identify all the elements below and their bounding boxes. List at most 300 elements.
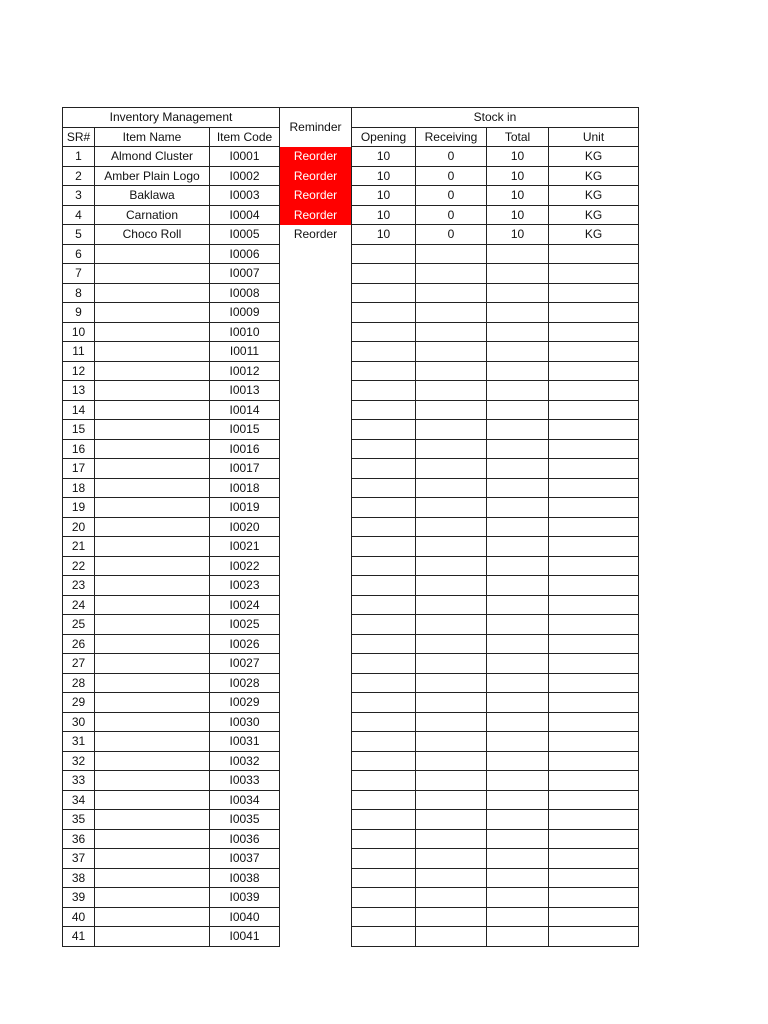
cell-item-name[interactable] [95, 244, 210, 264]
cell-item-name[interactable] [95, 381, 210, 401]
cell-item-code[interactable]: I0008 [210, 283, 280, 303]
cell-reminder[interactable] [280, 927, 352, 947]
cell-receiving[interactable] [416, 400, 487, 420]
cell-reminder[interactable] [280, 693, 352, 713]
cell-sr[interactable]: 10 [63, 322, 95, 342]
cell-receiving[interactable] [416, 517, 487, 537]
cell-opening[interactable] [352, 283, 416, 303]
cell-sr[interactable]: 32 [63, 751, 95, 771]
cell-item-code[interactable]: I0018 [210, 478, 280, 498]
cell-receiving[interactable] [416, 654, 487, 674]
cell-item-name[interactable] [95, 790, 210, 810]
cell-receiving[interactable]: 0 [416, 147, 487, 167]
cell-item-code[interactable]: I0040 [210, 907, 280, 927]
cell-item-code[interactable]: I0026 [210, 634, 280, 654]
cell-sr[interactable]: 14 [63, 400, 95, 420]
cell-reminder[interactable] [280, 615, 352, 635]
cell-sr[interactable]: 38 [63, 868, 95, 888]
cell-unit[interactable] [549, 244, 639, 264]
cell-receiving[interactable] [416, 829, 487, 849]
cell-unit[interactable] [549, 927, 639, 947]
cell-item-name[interactable] [95, 927, 210, 947]
cell-total[interactable]: 10 [487, 147, 549, 167]
cell-receiving[interactable] [416, 537, 487, 557]
cell-total[interactable] [487, 478, 549, 498]
cell-unit[interactable] [549, 751, 639, 771]
cell-unit[interactable] [549, 790, 639, 810]
cell-sr[interactable]: 29 [63, 693, 95, 713]
cell-reminder[interactable] [280, 498, 352, 518]
cell-receiving[interactable] [416, 927, 487, 947]
cell-item-name[interactable]: Carnation [95, 205, 210, 225]
cell-total[interactable] [487, 615, 549, 635]
cell-total[interactable] [487, 400, 549, 420]
cell-unit[interactable] [549, 342, 639, 362]
cell-item-code[interactable]: I0019 [210, 498, 280, 518]
cell-reminder[interactable] [280, 381, 352, 401]
cell-opening[interactable] [352, 693, 416, 713]
cell-sr[interactable]: 41 [63, 927, 95, 947]
col-header-unit[interactable]: Unit [549, 127, 639, 147]
cell-unit[interactable] [549, 654, 639, 674]
cell-sr[interactable]: 19 [63, 498, 95, 518]
cell-receiving[interactable] [416, 868, 487, 888]
cell-opening[interactable] [352, 381, 416, 401]
cell-item-name[interactable]: Choco Roll [95, 225, 210, 245]
cell-item-name[interactable] [95, 673, 210, 693]
cell-item-code[interactable]: I0024 [210, 595, 280, 615]
sheet-title[interactable]: Inventory Management [63, 108, 280, 128]
cell-total[interactable] [487, 283, 549, 303]
cell-item-name[interactable] [95, 478, 210, 498]
cell-item-code[interactable]: I0025 [210, 615, 280, 635]
cell-unit[interactable] [549, 634, 639, 654]
cell-opening[interactable] [352, 712, 416, 732]
cell-unit[interactable]: KG [549, 205, 639, 225]
cell-reminder[interactable] [280, 303, 352, 323]
cell-receiving[interactable]: 0 [416, 225, 487, 245]
col-header-receiving[interactable]: Receiving [416, 127, 487, 147]
cell-reminder[interactable] [280, 342, 352, 362]
cell-opening[interactable] [352, 537, 416, 557]
cell-reminder[interactable] [280, 439, 352, 459]
cell-reminder[interactable] [280, 264, 352, 284]
cell-item-name[interactable] [95, 634, 210, 654]
cell-opening[interactable] [352, 673, 416, 693]
cell-unit[interactable] [549, 576, 639, 596]
cell-sr[interactable]: 12 [63, 361, 95, 381]
cell-unit[interactable] [549, 303, 639, 323]
cell-receiving[interactable] [416, 673, 487, 693]
cell-total[interactable] [487, 420, 549, 440]
cell-reminder[interactable] [280, 810, 352, 830]
cell-total[interactable] [487, 342, 549, 362]
cell-sr[interactable]: 18 [63, 478, 95, 498]
cell-receiving[interactable] [416, 264, 487, 284]
cell-sr[interactable]: 20 [63, 517, 95, 537]
cell-sr[interactable]: 11 [63, 342, 95, 362]
cell-sr[interactable]: 3 [63, 186, 95, 206]
cell-receiving[interactable] [416, 771, 487, 791]
cell-item-code[interactable]: I0009 [210, 303, 280, 323]
cell-reminder[interactable]: Reorder [280, 147, 352, 167]
cell-receiving[interactable] [416, 342, 487, 362]
cell-total[interactable] [487, 459, 549, 479]
cell-opening[interactable] [352, 576, 416, 596]
cell-reminder[interactable]: Reorder [280, 166, 352, 186]
cell-item-code[interactable]: I0037 [210, 849, 280, 869]
cell-total[interactable] [487, 634, 549, 654]
cell-reminder[interactable] [280, 771, 352, 791]
cell-item-code[interactable]: I0022 [210, 556, 280, 576]
cell-item-name[interactable] [95, 420, 210, 440]
cell-item-code[interactable]: I0029 [210, 693, 280, 713]
cell-receiving[interactable] [416, 478, 487, 498]
cell-unit[interactable] [549, 595, 639, 615]
cell-unit[interactable] [549, 615, 639, 635]
cell-unit[interactable] [549, 693, 639, 713]
cell-item-code[interactable]: I0020 [210, 517, 280, 537]
cell-item-name[interactable] [95, 459, 210, 479]
cell-sr[interactable]: 34 [63, 790, 95, 810]
cell-sr[interactable]: 40 [63, 907, 95, 927]
cell-receiving[interactable] [416, 498, 487, 518]
cell-reminder[interactable] [280, 517, 352, 537]
cell-opening[interactable] [352, 790, 416, 810]
cell-reminder[interactable] [280, 712, 352, 732]
cell-opening[interactable] [352, 244, 416, 264]
cell-receiving[interactable] [416, 283, 487, 303]
cell-opening[interactable] [352, 478, 416, 498]
cell-total[interactable] [487, 888, 549, 908]
cell-opening[interactable] [352, 732, 416, 752]
cell-total[interactable] [487, 498, 549, 518]
cell-item-code[interactable]: I0013 [210, 381, 280, 401]
cell-total[interactable] [487, 693, 549, 713]
cell-item-code[interactable]: I0030 [210, 712, 280, 732]
cell-opening[interactable]: 10 [352, 205, 416, 225]
cell-receiving[interactable]: 0 [416, 186, 487, 206]
cell-item-name[interactable] [95, 829, 210, 849]
cell-receiving[interactable] [416, 595, 487, 615]
cell-reminder[interactable] [280, 751, 352, 771]
cell-reminder[interactable]: Reorder [280, 186, 352, 206]
cell-item-code[interactable]: I0035 [210, 810, 280, 830]
cell-opening[interactable] [352, 634, 416, 654]
stock-in-header[interactable]: Stock in [352, 108, 639, 128]
cell-reminder[interactable] [280, 576, 352, 596]
cell-sr[interactable]: 4 [63, 205, 95, 225]
cell-item-code[interactable]: I0004 [210, 205, 280, 225]
cell-opening[interactable]: 10 [352, 225, 416, 245]
cell-total[interactable] [487, 303, 549, 323]
cell-unit[interactable] [549, 381, 639, 401]
cell-total[interactable] [487, 771, 549, 791]
cell-total[interactable]: 10 [487, 186, 549, 206]
cell-total[interactable] [487, 264, 549, 284]
cell-item-name[interactable] [95, 732, 210, 752]
cell-item-code[interactable]: I0006 [210, 244, 280, 264]
cell-unit[interactable] [549, 712, 639, 732]
cell-receiving[interactable] [416, 361, 487, 381]
cell-opening[interactable] [352, 654, 416, 674]
cell-item-name[interactable] [95, 615, 210, 635]
cell-total[interactable] [487, 849, 549, 869]
cell-item-name[interactable] [95, 810, 210, 830]
cell-total[interactable] [487, 439, 549, 459]
cell-reminder[interactable] [280, 829, 352, 849]
cell-opening[interactable]: 10 [352, 166, 416, 186]
cell-unit[interactable]: KG [549, 147, 639, 167]
cell-unit[interactable] [549, 478, 639, 498]
cell-receiving[interactable] [416, 303, 487, 323]
cell-opening[interactable] [352, 459, 416, 479]
cell-opening[interactable] [352, 595, 416, 615]
cell-receiving[interactable]: 0 [416, 166, 487, 186]
cell-opening[interactable]: 10 [352, 186, 416, 206]
cell-receiving[interactable] [416, 732, 487, 752]
cell-opening[interactable] [352, 751, 416, 771]
cell-opening[interactable] [352, 439, 416, 459]
cell-sr[interactable]: 2 [63, 166, 95, 186]
cell-sr[interactable]: 23 [63, 576, 95, 596]
cell-total[interactable] [487, 244, 549, 264]
cell-item-name[interactable] [95, 868, 210, 888]
cell-sr[interactable]: 6 [63, 244, 95, 264]
cell-total[interactable] [487, 810, 549, 830]
cell-item-code[interactable]: I0002 [210, 166, 280, 186]
cell-reminder[interactable] [280, 322, 352, 342]
cell-item-code[interactable]: I0014 [210, 400, 280, 420]
cell-unit[interactable] [549, 420, 639, 440]
cell-item-code[interactable]: I0010 [210, 322, 280, 342]
cell-item-code[interactable]: I0031 [210, 732, 280, 752]
cell-opening[interactable] [352, 342, 416, 362]
col-header-opening[interactable]: Opening [352, 127, 416, 147]
cell-reminder[interactable] [280, 654, 352, 674]
cell-unit[interactable]: KG [549, 186, 639, 206]
cell-sr[interactable]: 7 [63, 264, 95, 284]
cell-total[interactable] [487, 712, 549, 732]
cell-unit[interactable] [549, 556, 639, 576]
cell-sr[interactable]: 13 [63, 381, 95, 401]
cell-reminder[interactable]: Reorder [280, 205, 352, 225]
cell-item-name[interactable] [95, 693, 210, 713]
cell-reminder[interactable]: Reorder [293, 227, 338, 242]
cell-receiving[interactable] [416, 790, 487, 810]
cell-opening[interactable] [352, 829, 416, 849]
cell-reminder[interactable] [280, 907, 352, 927]
cell-item-code[interactable]: I0033 [210, 771, 280, 791]
cell-opening[interactable] [352, 927, 416, 947]
cell-receiving[interactable] [416, 420, 487, 440]
cell-opening[interactable] [352, 264, 416, 284]
cell-reminder[interactable] [280, 790, 352, 810]
cell-item-name[interactable] [95, 400, 210, 420]
cell-unit[interactable] [549, 888, 639, 908]
cell-sr[interactable]: 36 [63, 829, 95, 849]
cell-item-code[interactable]: I0036 [210, 829, 280, 849]
cell-item-name[interactable] [95, 595, 210, 615]
cell-receiving[interactable] [416, 381, 487, 401]
cell-unit[interactable] [549, 439, 639, 459]
cell-item-name[interactable]: Amber Plain Logo [95, 166, 210, 186]
cell-total[interactable] [487, 556, 549, 576]
cell-unit[interactable] [549, 498, 639, 518]
cell-unit[interactable] [549, 517, 639, 537]
cell-opening[interactable] [352, 907, 416, 927]
cell-total[interactable] [487, 381, 549, 401]
cell-item-name[interactable] [95, 264, 210, 284]
cell-item-name[interactable] [95, 342, 210, 362]
cell-item-code[interactable]: I0012 [210, 361, 280, 381]
cell-total[interactable] [487, 907, 549, 927]
cell-unit[interactable] [549, 829, 639, 849]
cell-opening[interactable] [352, 810, 416, 830]
cell-unit[interactable] [549, 868, 639, 888]
cell-item-code[interactable]: I0034 [210, 790, 280, 810]
cell-total[interactable] [487, 654, 549, 674]
cell-sr[interactable]: 16 [63, 439, 95, 459]
cell-receiving[interactable]: 0 [416, 205, 487, 225]
cell-unit[interactable] [549, 283, 639, 303]
cell-total[interactable]: 10 [487, 225, 549, 245]
cell-opening[interactable] [352, 400, 416, 420]
cell-item-name[interactable] [95, 888, 210, 908]
cell-item-code[interactable]: I0005 [210, 225, 280, 245]
cell-receiving[interactable] [416, 849, 487, 869]
cell-opening[interactable] [352, 361, 416, 381]
cell-total[interactable] [487, 868, 549, 888]
cell-sr[interactable]: 15 [63, 420, 95, 440]
cell-item-code[interactable]: I0003 [210, 186, 280, 206]
cell-total[interactable] [487, 322, 549, 342]
col-header-item-name[interactable]: Item Name [95, 127, 210, 147]
cell-reminder[interactable] [280, 888, 352, 908]
cell-sr[interactable]: 1 [63, 147, 95, 167]
cell-receiving[interactable] [416, 888, 487, 908]
cell-unit[interactable] [549, 849, 639, 869]
cell-unit[interactable] [549, 771, 639, 791]
cell-item-name[interactable] [95, 556, 210, 576]
cell-unit[interactable] [549, 264, 639, 284]
cell-opening[interactable] [352, 888, 416, 908]
cell-item-name[interactable] [95, 751, 210, 771]
cell-item-code[interactable]: I0039 [210, 888, 280, 908]
cell-sr[interactable]: 35 [63, 810, 95, 830]
cell-reminder[interactable] [280, 732, 352, 752]
cell-sr[interactable]: 25 [63, 615, 95, 635]
cell-unit[interactable] [549, 459, 639, 479]
cell-total[interactable] [487, 576, 549, 596]
col-header-total[interactable]: Total [487, 127, 549, 147]
cell-sr[interactable]: 17 [63, 459, 95, 479]
cell-sr[interactable]: 27 [63, 654, 95, 674]
cell-total[interactable] [487, 829, 549, 849]
cell-total[interactable]: 10 [487, 166, 549, 186]
col-header-sr[interactable]: SR# [63, 127, 95, 147]
cell-item-code[interactable]: I0032 [210, 751, 280, 771]
cell-receiving[interactable] [416, 556, 487, 576]
cell-reminder[interactable] [280, 595, 352, 615]
cell-receiving[interactable] [416, 810, 487, 830]
cell-sr[interactable]: 39 [63, 888, 95, 908]
cell-sr[interactable]: 33 [63, 771, 95, 791]
cell-item-code[interactable]: I0027 [210, 654, 280, 674]
cell-reminder[interactable] [280, 283, 352, 303]
cell-sr[interactable]: 26 [63, 634, 95, 654]
cell-unit[interactable] [549, 907, 639, 927]
cell-item-code[interactable]: I0017 [210, 459, 280, 479]
cell-item-name[interactable]: Baklawa [95, 186, 210, 206]
cell-sr[interactable]: 22 [63, 556, 95, 576]
cell-total[interactable] [487, 927, 549, 947]
cell-item-name[interactable] [95, 517, 210, 537]
cell-total[interactable]: 10 [487, 205, 549, 225]
cell-item-name[interactable] [95, 303, 210, 323]
cell-opening[interactable] [352, 498, 416, 518]
cell-sr[interactable]: 8 [63, 283, 95, 303]
cell-unit[interactable]: KG [549, 166, 639, 186]
cell-reminder[interactable] [280, 361, 352, 381]
cell-total[interactable] [487, 517, 549, 537]
cell-item-name[interactable]: Almond Cluster [95, 147, 210, 167]
cell-receiving[interactable] [416, 459, 487, 479]
cell-total[interactable] [487, 361, 549, 381]
cell-item-name[interactable] [95, 849, 210, 869]
cell-reminder[interactable] [280, 634, 352, 654]
cell-receiving[interactable] [416, 693, 487, 713]
cell-sr[interactable]: 9 [63, 303, 95, 323]
cell-reminder[interactable] [280, 420, 352, 440]
cell-sr[interactable]: 24 [63, 595, 95, 615]
cell-unit[interactable] [549, 400, 639, 420]
cell-item-code[interactable]: I0023 [210, 576, 280, 596]
cell-receiving[interactable] [416, 634, 487, 654]
cell-opening[interactable] [352, 771, 416, 791]
cell-receiving[interactable] [416, 244, 487, 264]
cell-reminder[interactable] [280, 400, 352, 420]
cell-receiving[interactable] [416, 576, 487, 596]
cell-item-name[interactable] [95, 361, 210, 381]
cell-reminder[interactable] [280, 537, 352, 557]
cell-opening[interactable] [352, 303, 416, 323]
cell-item-name[interactable] [95, 771, 210, 791]
cell-unit[interactable] [549, 322, 639, 342]
cell-total[interactable] [487, 732, 549, 752]
cell-opening[interactable] [352, 868, 416, 888]
cell-receiving[interactable] [416, 712, 487, 732]
cell-reminder[interactable] [280, 849, 352, 869]
cell-item-name[interactable] [95, 576, 210, 596]
cell-opening[interactable] [352, 322, 416, 342]
cell-sr[interactable]: 31 [63, 732, 95, 752]
cell-total[interactable] [487, 790, 549, 810]
cell-unit[interactable]: KG [549, 225, 639, 245]
cell-item-name[interactable] [95, 712, 210, 732]
cell-item-name[interactable] [95, 322, 210, 342]
cell-total[interactable] [487, 673, 549, 693]
cell-receiving[interactable] [416, 907, 487, 927]
cell-opening[interactable] [352, 420, 416, 440]
cell-item-code[interactable]: I0011 [210, 342, 280, 362]
col-header-item-code[interactable]: Item Code [210, 127, 280, 147]
cell-reminder[interactable] [280, 478, 352, 498]
cell-receiving[interactable] [416, 322, 487, 342]
cell-item-name[interactable] [95, 439, 210, 459]
cell-receiving[interactable] [416, 439, 487, 459]
cell-reminder[interactable] [280, 673, 352, 693]
